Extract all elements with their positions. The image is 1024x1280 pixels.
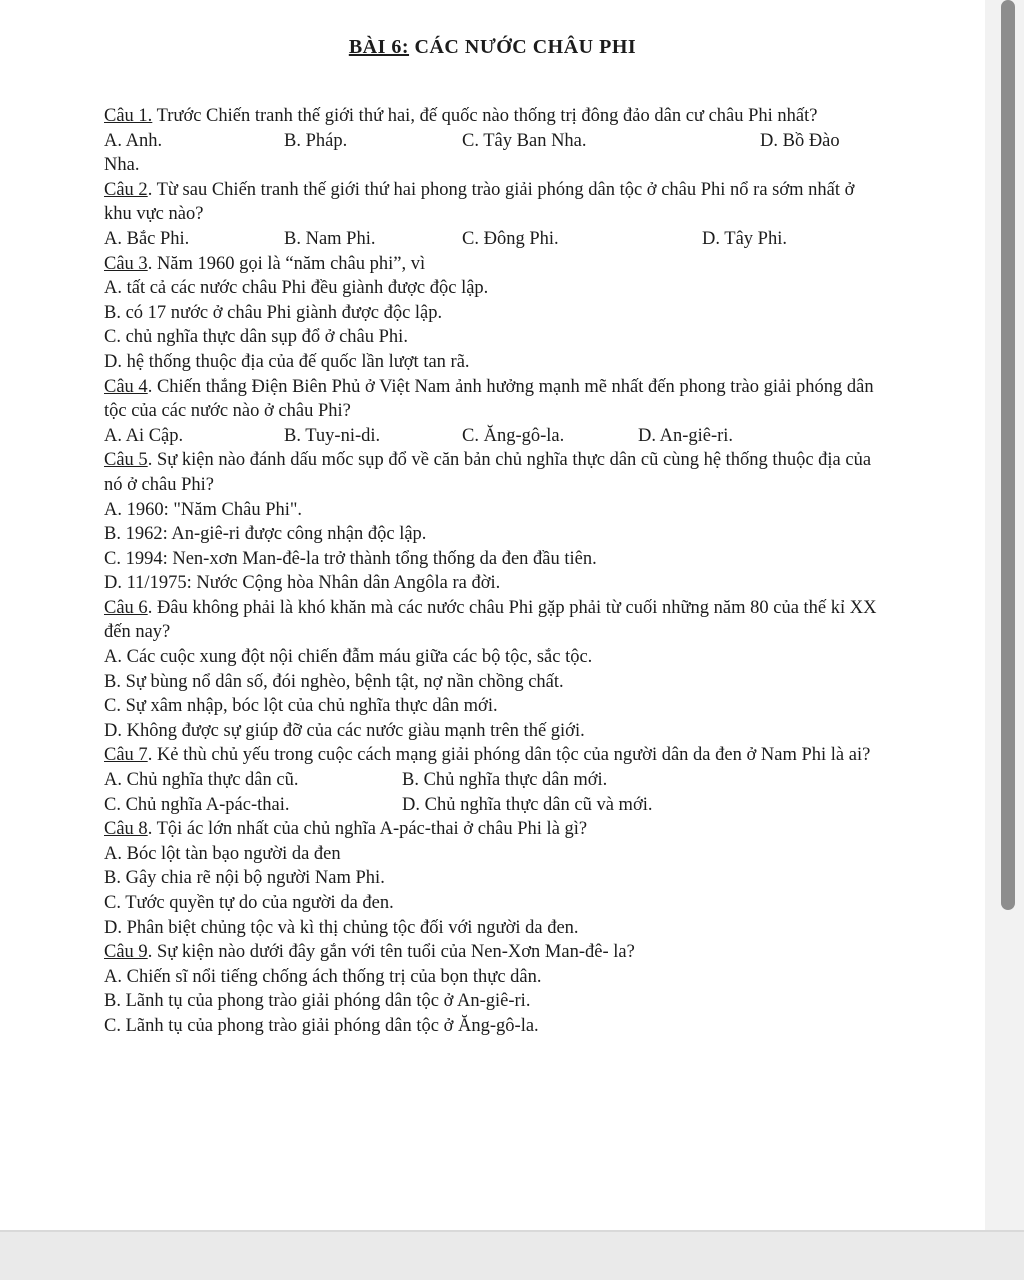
answer-row xyxy=(104,424,884,449)
question-number: Câu 1. xyxy=(104,106,153,126)
answer-d: D. An-giê-ri. xyxy=(638,425,734,446)
question-text: . Sự kiện nào đánh dấu mốc sụp đổ về căn bản chủ nghĩa thực dân cũ cùng hệ thống thuộc địa của nó ở châu Phi? xyxy=(104,450,872,495)
answer-d: D. Phân biệt chủng tộc và kì thị chủng tộc đối với người da đen. xyxy=(104,917,579,938)
answer-b: B. có 17 nước ở châu Phi giành được độc lập. xyxy=(104,302,443,323)
question-number: Câu 4 xyxy=(104,376,148,397)
question-2 xyxy=(104,178,884,227)
answer-b: B. 1962: An-giê-ri được công nhận độc lập. xyxy=(104,524,427,545)
lesson-title: CÁC NƯỚC CHÂU PHI xyxy=(409,36,637,58)
answer-c: C. Sự xâm nhập, bóc lột của chủ nghĩa thực dân mới. xyxy=(104,696,498,717)
question-1 xyxy=(104,104,884,129)
answer-a: A. Anh. xyxy=(104,130,163,151)
answer-d: D. Chủ nghĩa thực dân cũ và mới. xyxy=(402,794,653,815)
question-number: Câu 2 xyxy=(104,179,148,200)
page-title xyxy=(0,36,985,59)
question-8 xyxy=(104,817,884,842)
question-text: . Đâu không phải là khó khăn mà các nước châu Phi gặp phải từ cuối những năm 80 của thế kỉ XX đến nay? xyxy=(104,597,877,643)
question-text: . Sự kiện nào dưới đây gắn với tên tuổi của Nen-Xơn Man-đê- la? xyxy=(147,942,635,963)
lesson-number: BÀI 6: xyxy=(348,36,410,58)
scrollbar-thumb[interactable] xyxy=(1001,0,1015,910)
question-9 xyxy=(104,940,884,965)
question-number: Câu 5 xyxy=(104,450,148,471)
answer-c: C. Đông Phi. xyxy=(462,228,559,249)
answer-a: A. Ai Cập. xyxy=(104,425,184,446)
question-text: . Từ sau Chiến tranh thế giới thứ hai phong trào giải phóng dân tộc ở châu Phi nổ ra sớm nhất ở khu vực nào? xyxy=(104,179,855,225)
answer-d: D. Tây Phi. xyxy=(702,228,787,249)
question-number: Câu 9 xyxy=(104,942,148,963)
question-number: Câu 7 xyxy=(104,745,148,766)
question-7 xyxy=(104,743,884,768)
divider xyxy=(0,1230,1024,1232)
question-list xyxy=(104,104,884,1039)
answer-b: B. Tuy-ni-di. xyxy=(284,425,381,446)
answer-c: C. Lãnh tụ của phong trào giải phóng dân tộc ở Ăng-gô-la. xyxy=(104,1015,539,1036)
answer-d: D. Bồ Đào xyxy=(760,130,840,151)
answer-d-continued: Nha. xyxy=(104,155,140,176)
answer-c: C. Tây Ban Nha. xyxy=(462,130,587,151)
question-text: . Năm 1960 gọi là “năm châu phi”, vì xyxy=(147,253,426,274)
answer-a: A. tất cả các nước châu Phi đều giành được độc lập. xyxy=(104,278,489,299)
answer-a: A. Chủ nghĩa thực dân cũ. xyxy=(104,770,299,791)
answer-c: C. chủ nghĩa thực dân sụp đổ ở châu Phi. xyxy=(104,327,408,348)
answer-b: B. Chủ nghĩa thực dân mới. xyxy=(402,770,608,791)
answer-b: B. Pháp. xyxy=(284,130,348,151)
answer-b: B. Lãnh tụ của phong trào giải phóng dân tộc ở An-giê-ri. xyxy=(104,991,531,1012)
answer-b: B. Nam Phi. xyxy=(284,228,376,249)
question-5 xyxy=(104,448,884,497)
answer-a: A. Chiến sĩ nổi tiếng chống ách thống trị của bọn thực dân. xyxy=(104,966,542,987)
answer-d: D. Không được sự giúp đỡ của các nước giàu mạnh trên thế giới. xyxy=(104,720,585,741)
question-3 xyxy=(104,252,884,277)
answer-row xyxy=(104,793,884,818)
answer-b: B. Gây chia rẽ nội bộ người Nam Phi. xyxy=(104,868,385,889)
question-text: . Tội ác lớn nhất của chủ nghĩa A-pác-thai ở châu Phi là gì? xyxy=(147,819,588,840)
question-text: . Chiến thắng Điện Biên Phủ ở Việt Nam ảnh hưởng mạnh mẽ nhất đến phong trào giải phóng dân tộc của các nước nào ở châu Phi? xyxy=(104,376,874,422)
question-number: Câu 6 xyxy=(104,597,148,618)
answer-a: A. Bắc Phi. xyxy=(104,228,190,249)
question-number: Câu 3 xyxy=(104,253,148,274)
answer-a: A. Bóc lột tàn bạo người da đen xyxy=(104,843,341,864)
answer-row xyxy=(104,227,884,252)
answer-a: A. 1960: "Năm Châu Phi". xyxy=(104,499,303,520)
bottom-bar xyxy=(0,1230,1024,1280)
question-4 xyxy=(104,375,884,424)
question-6 xyxy=(104,596,884,645)
question-text: Trước Chiến tranh thế giới thứ hai, đế quốc nào thống trị đông đảo dân cư châu Phi nhất? xyxy=(152,106,818,126)
answer-d: D. 11/1975: Nước Cộng hòa Nhân dân Angôla ra đời. xyxy=(104,573,501,594)
answer-d: D. hệ thống thuộc địa của đế quốc lần lượt tan rã. xyxy=(104,351,470,372)
question-text: . Kẻ thù chủ yếu trong cuộc cách mạng giải phóng dân tộc của người dân da đen ở Nam Phi là ai? xyxy=(147,745,871,766)
question-number: Câu 8 xyxy=(104,819,148,840)
answer-c: C. Chủ nghĩa A-pác-thai. xyxy=(104,794,290,815)
answer-row xyxy=(104,768,884,793)
answer-c: C. Tước quyền tự do của người da đen. xyxy=(104,893,394,913)
answer-row xyxy=(104,129,884,154)
answer-b: B. Sự bùng nổ dân số, đói nghèo, bệnh tật, nợ nần chồng chất. xyxy=(104,671,564,692)
answer-c: C. 1994: Nen-xơn Man-đê-la trở thành tổng thống da đen đầu tiên. xyxy=(104,548,597,569)
answer-c: C. Ăng-gô-la. xyxy=(462,425,565,446)
answer-a: A. Các cuộc xung đột nội chiến đẫm máu giữa các bộ tộc, sắc tộc. xyxy=(104,647,593,668)
